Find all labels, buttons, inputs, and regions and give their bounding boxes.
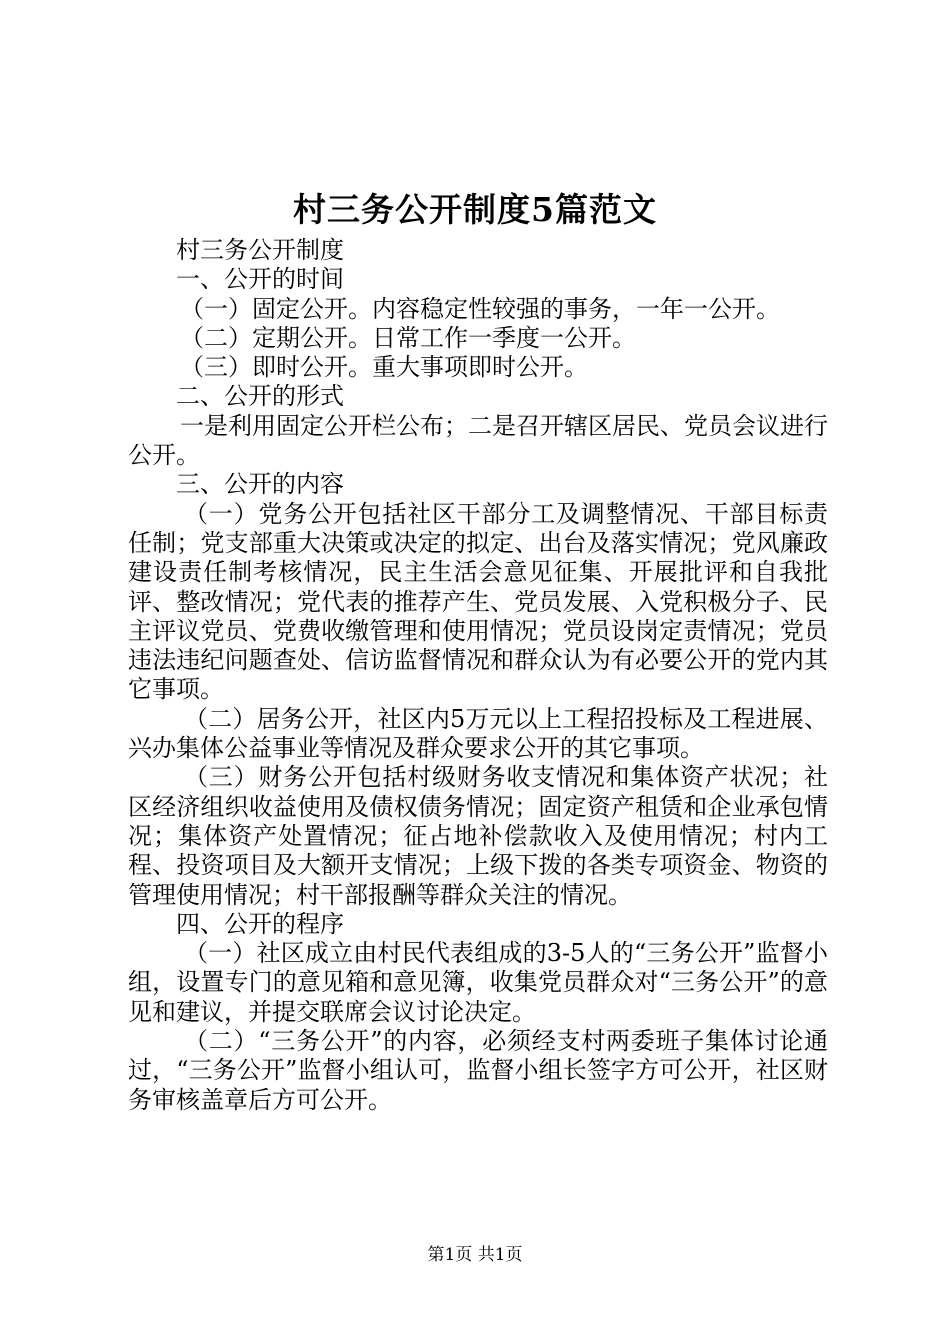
section-heading: 三、公开的内容 [176,470,344,499]
paragraph: 一是利用固定公开栏公布；二是召开辖区居民、党员会议进行公开。 [128,411,828,470]
page-number-footer: 第1页 共1页 [427,1245,523,1265]
paragraph: （三）即时公开。重大事项即时公开。 [180,353,588,382]
paragraph: （一）党务公开包括社区干部分工及调整情况、干部目标责任制；党支部重大决策或决定的拟定、出台及落实情况；党风廉政建设责任制考核情况，民主生活会意见征集、开展批评和自我批评、整改情况；党代表的推荐产生、党员发展、入党积极分子、民主评议党员、党费收缴管理和使用情况；党员设岗定责情况；党员违法违纪问题查处、信访监督情况和群众认为有必要公开的党内其它事项。 [128,499,828,704]
paragraph: （一）固定公开。内容稳定性较强的事务，一年一公开。 [180,294,780,323]
section-heading: 一、公开的时间 [176,265,344,294]
section-heading: 二、公开的形式 [176,382,344,411]
paragraph: （二）定期公开。日常工作一季度一公开。 [180,323,636,352]
paragraph: （二）居务公开，社区内5万元以上工程招投标及工程进展、兴办集体公益事业等情况及群众要求公开的其它事项。 [128,704,828,763]
document-body [128,236,828,1115]
paragraph: 村三务公开制度 [176,236,344,264]
paragraph: （三）财务公开包括村级财务收支情况和集体资产状况；社区经济组织收益使用及债权债务情况；固定资产租赁和企业承包情况；集体资产处置情况；征占地补偿款收入及使用情况；村内工程、投资项目及大额开支情况；上级下拨的各类专项资金、物资的管理使用情况；村干部报酬等群众关注的情况。 [128,763,828,909]
paragraph: （二）“三务公开”的内容，必须经支村两委班子集体讨论通过，“三务公开”监督小组认可，监督小组长签字方可公开，社区财务审核盖章后方可公开。 [128,1027,828,1114]
paragraph: （一）社区成立由村民代表组成的3-5人的“三务公开”监督小组，设置专门的意见箱和意见簿，收集党员群众对“三务公开”的意见和建议，并提交联席会议讨论决定。 [128,939,828,1026]
document-title: 村三务公开制度5篇范文 [293,190,657,229]
section-heading: 四、公开的程序 [176,909,344,938]
